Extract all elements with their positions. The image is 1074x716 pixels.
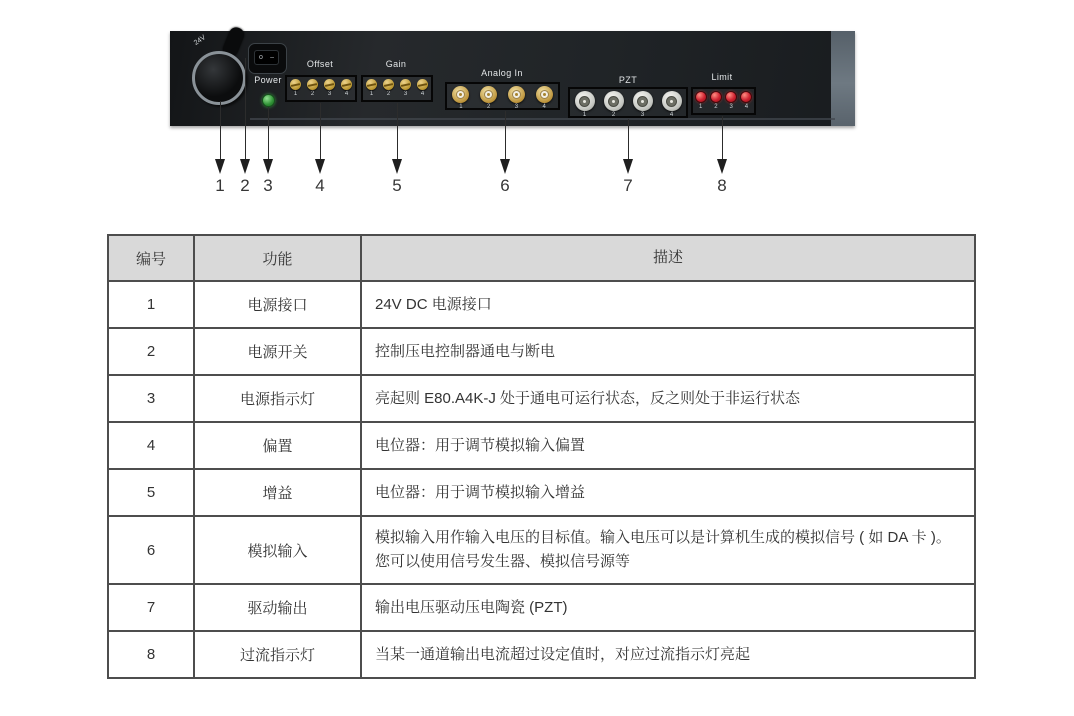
col-header-2: 描述 [361, 235, 975, 281]
switch-off-glyph: o [259, 54, 263, 61]
offset-potentiometer-icon [324, 79, 335, 90]
cell-description: 模拟输入用作输入电压的目标值。输入电压可以是计算机生成的模拟信号 ( 如 DA 卡 )。您可以使用信号发生器、模拟信号源等 [361, 516, 975, 584]
offset-potentiometer-icon [290, 79, 301, 90]
connector-pin [641, 100, 644, 103]
limit-channel-1 [695, 91, 707, 111]
channel-number: 3 [403, 91, 408, 97]
channel-number: 3 [640, 112, 645, 118]
connector-pin [459, 93, 462, 96]
channel-number: 3 [514, 104, 519, 110]
connector-pin [583, 100, 586, 103]
analog_in-section-label: Analog In [481, 68, 523, 78]
connector-pin [670, 100, 673, 103]
table-row-2 [108, 328, 975, 375]
analog_in-channel-4 [536, 86, 553, 111]
channel-number: 2 [714, 104, 718, 110]
gain-potentiometer-icon [400, 79, 411, 90]
channel-number: 3 [729, 104, 733, 110]
callout-number-4: 4 [315, 176, 325, 195]
channel-number: 1 [369, 91, 374, 97]
callout-number-1: 1 [215, 176, 225, 195]
connector-inner-ring [540, 90, 549, 99]
cell-function: 电源开关 [194, 328, 361, 375]
cell-description: 24V DC 电源接口 [361, 281, 975, 328]
panel-right-endcap [831, 31, 855, 126]
connector-pin [487, 93, 490, 96]
channel-number: 1 [582, 112, 587, 118]
cell-no: 4 [108, 422, 194, 469]
table-row-6 [108, 516, 975, 584]
switch-on-glyph: – [270, 54, 274, 61]
callout-number-5: 5 [392, 176, 402, 195]
col-header-1: 功能 [194, 235, 361, 281]
cell-description: 亮起则 E80.A4K-J 处于通电可运行状态，反之则处于非运行状态 [361, 375, 975, 422]
pzt-bnc-connector-icon [604, 91, 624, 111]
cell-description: 控制压电控制器通电与断电 [361, 328, 975, 375]
channel-number: 4 [669, 112, 674, 118]
channel-number: 4 [744, 104, 749, 110]
gain-potentiometer-icon [366, 79, 377, 90]
offset-channel-3 [324, 79, 335, 98]
channel-number: 2 [310, 91, 315, 97]
gain-section-label: Gain [385, 59, 407, 69]
device-front-panel [170, 31, 855, 126]
callout-number-7: 7 [623, 176, 633, 195]
limit-led-icon [695, 91, 707, 103]
gain-channel-4 [417, 79, 428, 98]
cell-description: 输出电压驱动压电陶瓷 (PZT) [361, 584, 975, 631]
limit-channel-3 [725, 91, 737, 111]
cell-no: 7 [108, 584, 194, 631]
cell-function: 驱动输出 [194, 584, 361, 631]
callout-number-2: 2 [240, 176, 250, 195]
connector-inner-ring [666, 96, 677, 107]
power-switch [248, 43, 287, 74]
offset-section-box [285, 75, 357, 102]
rocker-switch-icon [254, 50, 279, 65]
connector-pin [543, 93, 546, 96]
channel-number: 4 [344, 91, 349, 97]
cell-no: 8 [108, 631, 194, 678]
cell-description: 电位器：用于调节模拟输入增益 [361, 469, 975, 516]
connector-inner-ring [456, 90, 465, 99]
arrow-down-icon [500, 159, 510, 174]
analog-in-connector-icon [452, 86, 469, 103]
table-row-5 [108, 469, 975, 516]
panel-bottom-groove [250, 118, 835, 120]
pzt-channel-1 [575, 91, 595, 119]
col-header-0: 编号 [108, 235, 194, 281]
pzt-channel-2 [604, 91, 624, 119]
pzt-section-box [568, 87, 688, 118]
power-led-label: Power [254, 75, 282, 85]
offset-channel-2 [307, 79, 318, 98]
arrow-down-icon [623, 159, 633, 174]
gain-section-box [361, 75, 433, 102]
power-led-icon [262, 94, 275, 107]
limit-channel-2 [710, 91, 722, 111]
table-row-4 [108, 422, 975, 469]
spec-table [107, 234, 976, 679]
limit-led-icon [725, 91, 737, 103]
cell-no: 2 [108, 328, 194, 375]
connector-inner-ring [579, 96, 590, 107]
limit-led-icon [740, 91, 752, 103]
arrow-down-icon [215, 159, 225, 174]
connector-inner-ring [512, 90, 521, 99]
cell-no: 3 [108, 375, 194, 422]
channel-number: 1 [698, 104, 703, 110]
table-row-8 [108, 631, 975, 678]
connector-inner-ring [608, 96, 619, 107]
cell-function: 过流指示灯 [194, 631, 361, 678]
cell-function: 电源接口 [194, 281, 361, 328]
channel-number: 2 [611, 112, 616, 118]
cell-function: 模拟输入 [194, 516, 361, 584]
connector-inner-ring [484, 90, 493, 99]
gain-potentiometer-icon [417, 79, 428, 90]
analog-in-connector-icon [536, 86, 553, 103]
limit-channel-4 [740, 91, 752, 111]
callout-line-1 [220, 101, 222, 160]
channel-number: 4 [420, 91, 425, 97]
arrow-down-icon [717, 159, 727, 174]
analog_in-channel-2 [480, 86, 497, 111]
callout-line-5 [397, 103, 399, 160]
callout-number-3: 3 [263, 176, 273, 195]
gain-channel-2 [383, 79, 394, 98]
callout-line-4 [320, 103, 322, 160]
cell-no: 5 [108, 469, 194, 516]
arrow-down-icon [240, 159, 250, 174]
gain-channel-1 [366, 79, 377, 98]
callout-number-8: 8 [717, 176, 727, 195]
cell-no: 1 [108, 281, 194, 328]
offset-channel-1 [290, 79, 301, 98]
limit-led-icon [710, 91, 722, 103]
channel-number: 2 [386, 91, 391, 97]
callout-line-3 [268, 107, 270, 160]
arrow-down-icon [263, 159, 273, 174]
pzt-bnc-connector-icon [633, 91, 653, 111]
callout-line-6 [505, 111, 507, 160]
table-row-7 [108, 584, 975, 631]
analog_in-channel-3 [508, 86, 525, 111]
pzt-bnc-connector-icon [575, 91, 595, 111]
cell-function: 电源指示灯 [194, 375, 361, 422]
analog_in-section-box [445, 82, 560, 110]
analog-in-connector-icon [508, 86, 525, 103]
connector-inner-ring [637, 96, 648, 107]
dc-power-connector-icon [192, 51, 246, 105]
channel-number: 3 [327, 91, 332, 97]
channel-number: 1 [293, 91, 298, 97]
pzt-bnc-connector-icon [662, 91, 682, 111]
pzt-channel-3 [633, 91, 653, 119]
cell-description: 电位器：用于调节模拟输入偏置 [361, 422, 975, 469]
gain-potentiometer-icon [383, 79, 394, 90]
offset-channel-4 [341, 79, 352, 98]
table-row-1 [108, 281, 975, 328]
offset-section-label: Offset [306, 59, 334, 69]
cell-function: 偏置 [194, 422, 361, 469]
offset-potentiometer-icon [341, 79, 352, 90]
callout-number-6: 6 [500, 176, 510, 195]
callout-line-8 [722, 116, 724, 160]
limit-section-box [691, 87, 756, 115]
channel-number: 2 [486, 104, 491, 110]
pzt-channel-4 [662, 91, 682, 119]
cell-no: 6 [108, 516, 194, 584]
connector-pin [515, 93, 518, 96]
table-header-row [108, 235, 975, 281]
arrow-down-icon [392, 159, 402, 174]
dc-voltage-label: 24V [192, 34, 208, 47]
offset-potentiometer-icon [307, 79, 318, 90]
cell-function: 增益 [194, 469, 361, 516]
limit-section-label: Limit [711, 72, 733, 82]
callout-line-7 [628, 119, 630, 160]
channel-number: 4 [542, 104, 546, 110]
table-row-3 [108, 375, 975, 422]
analog-in-connector-icon [480, 86, 497, 103]
cell-description: 当某一通道输出电流超过设定值时，对应过流指示灯亮起 [361, 631, 975, 678]
gain-channel-3 [400, 79, 411, 98]
channel-number: 1 [459, 104, 463, 110]
analog_in-channel-1 [452, 86, 469, 111]
arrow-down-icon [315, 159, 325, 174]
callout-line-2 [245, 58, 247, 160]
pzt-section-label: PZT [618, 75, 638, 85]
connector-pin [612, 100, 615, 103]
